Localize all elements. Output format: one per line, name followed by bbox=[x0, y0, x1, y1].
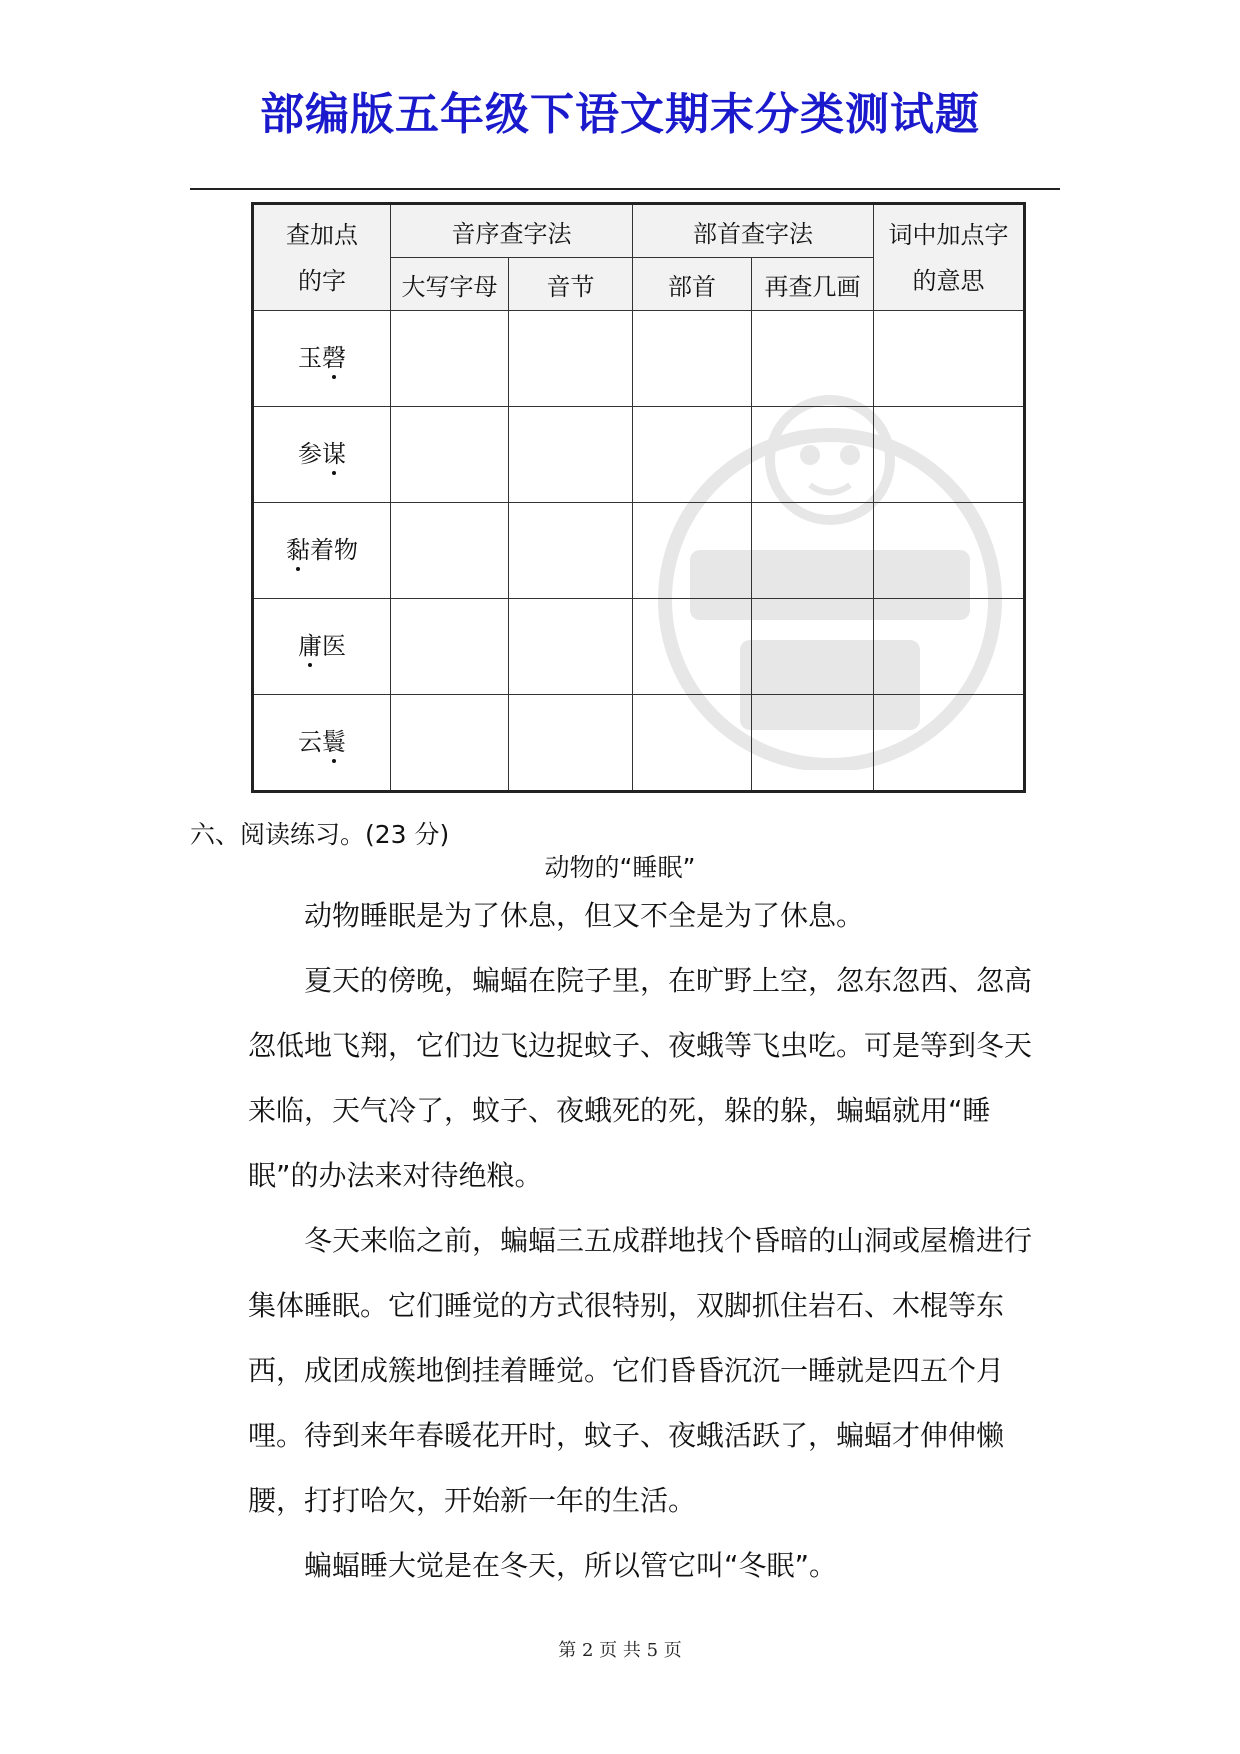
emphasis-dot bbox=[332, 759, 336, 763]
answer-cell[interactable] bbox=[509, 695, 633, 792]
header-meaning-line2: 的意思 bbox=[912, 266, 985, 295]
dotted-char: 谋 bbox=[322, 434, 346, 475]
dotted-char: 鬟 bbox=[322, 722, 346, 763]
answer-cell[interactable] bbox=[633, 407, 752, 503]
dotted-char: 磬 bbox=[322, 338, 346, 379]
header-target-char-line2: 的字 bbox=[298, 266, 346, 295]
answer-cell[interactable] bbox=[752, 503, 874, 599]
header-meaning-line1: 词中加点字 bbox=[888, 220, 1009, 249]
header-capital-letter: 大写字母 bbox=[391, 258, 509, 311]
emphasis-dot bbox=[308, 663, 312, 667]
title-divider bbox=[190, 188, 1060, 190]
header-target-char bbox=[253, 204, 391, 311]
answer-cell[interactable] bbox=[874, 311, 1025, 407]
answer-cell[interactable] bbox=[874, 695, 1025, 792]
emphasis-dot bbox=[332, 471, 336, 475]
answer-cell[interactable] bbox=[509, 311, 633, 407]
answer-cell[interactable] bbox=[874, 503, 1025, 599]
answer-cell[interactable] bbox=[752, 407, 874, 503]
row-word bbox=[253, 311, 391, 407]
answer-cell[interactable] bbox=[633, 695, 752, 792]
row-word bbox=[253, 599, 391, 695]
article-title: 动物的“睡眠” bbox=[544, 853, 696, 882]
answer-cell[interactable] bbox=[391, 311, 509, 407]
word-char: 云 bbox=[298, 728, 322, 756]
page-footer: 第 2 页 共 5 页 bbox=[558, 1640, 682, 1661]
answer-cell[interactable] bbox=[509, 599, 633, 695]
table-row bbox=[253, 311, 1025, 407]
header-meaning bbox=[874, 204, 1025, 311]
answer-cell[interactable] bbox=[752, 311, 874, 407]
document-title: 部编版五年级下语文期末分类测试题 bbox=[260, 89, 980, 140]
row-word bbox=[253, 695, 391, 792]
answer-cell[interactable] bbox=[752, 695, 874, 792]
emphasis-dot bbox=[332, 375, 336, 379]
paragraph: 冬天来临之前，蝙蝠三五成群地找个昏暗的山洞或屋檐进行集体睡眠。它们睡觉的方式很特别，双脚抓住岩石、木棍等东西，成团成簇地倒挂着睡觉。它们昏昏沉沉一睡就是四五个月哩。待到来年春暖花开时，蚊子、夜蛾活跃了，蝙蝠才伸伸懒腰，打打哈欠，开始新一年的生活。 bbox=[248, 1224, 1033, 1517]
answer-cell[interactable] bbox=[633, 599, 752, 695]
answer-cell[interactable] bbox=[633, 311, 752, 407]
header-stroke-count: 再查几画 bbox=[752, 258, 874, 311]
table-row bbox=[253, 407, 1025, 503]
answer-cell[interactable] bbox=[509, 407, 633, 503]
header-syllable: 音节 bbox=[509, 258, 633, 311]
table-row bbox=[253, 599, 1025, 695]
dotted-char: 庸 bbox=[298, 626, 322, 667]
row-word bbox=[253, 407, 391, 503]
table-row bbox=[253, 503, 1025, 599]
answer-cell[interactable] bbox=[391, 599, 509, 695]
word-char: 物 bbox=[334, 536, 358, 564]
paragraph: 蝙蝠睡大觉是在冬天，所以管它叫“冬眠”。 bbox=[304, 1549, 838, 1582]
dictionary-lookup-table bbox=[251, 202, 1026, 793]
emphasis-dot bbox=[296, 567, 300, 571]
header-radical: 部首 bbox=[633, 258, 752, 311]
paragraph: 夏天的傍晚，蝙蝠在院子里，在旷野上空，忽东忽西、忽高忽低地飞翔，它们边飞边捉蚊子、夜蛾等飞虫吃。可是等到冬天来临，天气冷了，蚊子、夜蛾死的死，躲的躲，蝙蝠就用“睡眠”的办法来对待绝粮。 bbox=[248, 964, 1033, 1192]
row-word bbox=[253, 503, 391, 599]
answer-cell[interactable] bbox=[752, 599, 874, 695]
answer-cell[interactable] bbox=[391, 407, 509, 503]
answer-cell[interactable] bbox=[509, 503, 633, 599]
word-char: 参 bbox=[298, 440, 322, 468]
word-char: 着 bbox=[310, 536, 334, 564]
answer-cell[interactable] bbox=[391, 695, 509, 792]
answer-cell[interactable] bbox=[391, 503, 509, 599]
word-char: 玉 bbox=[298, 344, 322, 372]
article-body bbox=[248, 883, 1058, 1598]
header-target-char-line1: 查加点 bbox=[286, 220, 358, 249]
header-pinyin-method: 音序查字法 bbox=[391, 204, 633, 258]
answer-cell[interactable] bbox=[874, 407, 1025, 503]
answer-cell[interactable] bbox=[633, 503, 752, 599]
answer-cell[interactable] bbox=[874, 599, 1025, 695]
section-heading: 六、阅读练习。(23 分) bbox=[190, 820, 450, 849]
table-row bbox=[253, 695, 1025, 792]
paragraph: 动物睡眠是为了休息，但又不全是为了休息。 bbox=[304, 899, 865, 932]
header-radical-method: 部首查字法 bbox=[633, 204, 874, 258]
dotted-char: 黏 bbox=[286, 530, 310, 571]
word-char: 医 bbox=[322, 632, 346, 660]
